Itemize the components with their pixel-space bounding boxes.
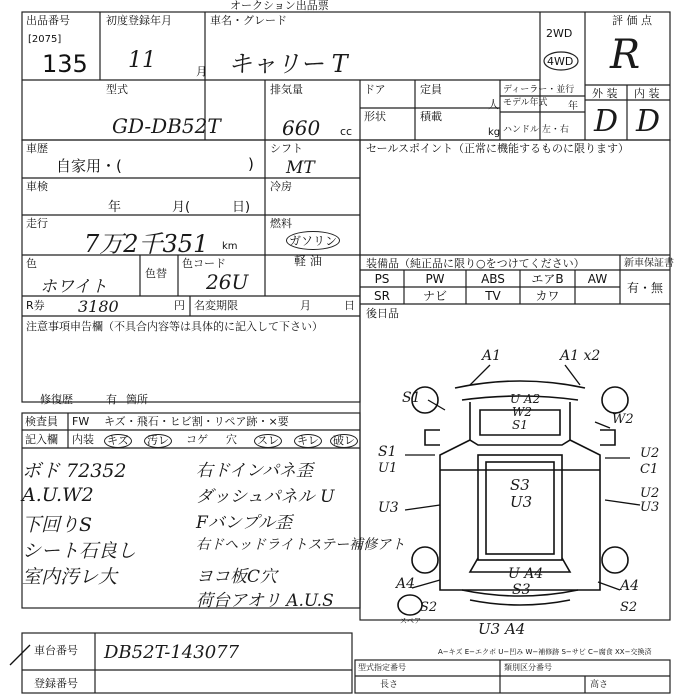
car-name: キャリー T (228, 50, 348, 78)
dmg-label-16: U3 (640, 500, 660, 515)
height-label: 高さ (590, 680, 609, 690)
first-reg-month-unit: 月 (196, 65, 207, 78)
entry-label: 記入欄 (25, 433, 58, 446)
color-label: 色 (26, 257, 37, 270)
load-label: 積載 (420, 110, 442, 123)
model-value: GD-DB52T (112, 114, 221, 138)
dmg-label-21: A4 (620, 578, 640, 594)
equip-tv: TV (485, 289, 501, 303)
damage-legend: A−キズ E−エクボ U−凹み W−補修跡 S−サビ C−腐食 XX−交換済 (438, 648, 652, 656)
left-note-5: 室内汚レ大 (22, 566, 118, 588)
drive-2wd: 2WD (546, 27, 573, 40)
sheet-creator-label: 型式指定番号 (358, 663, 406, 672)
mileage-value: 7万2千351 (84, 230, 209, 258)
right-note-4: 右ドヘッドライトステー補修アト (196, 537, 406, 553)
color-value: ホワイト (40, 277, 108, 297)
dmg-label-20: S2 (420, 600, 438, 615)
equip-abs: ABS (481, 272, 505, 286)
term-month: 月 (300, 299, 311, 312)
displacement-label: 排気量 (270, 83, 303, 96)
chassis-label: 車台番号 (34, 644, 78, 657)
dmg-label-13: U3 (510, 493, 533, 511)
dmg-label-1: A1 (482, 348, 502, 364)
score-label: 評 価 点 (612, 14, 652, 27)
entry-hole: 穴 (226, 433, 237, 446)
shift-label: シフト (270, 142, 303, 155)
type-value: 自家用・( (56, 157, 122, 175)
shaken-label: 車検 (26, 180, 48, 193)
reg-label: 登録番号 (34, 677, 78, 690)
back-label: 後日品 (366, 307, 399, 320)
drive-4wd: 4WD (547, 55, 574, 68)
entry-rub (254, 434, 282, 448)
model-year-unit: 年 (568, 101, 578, 112)
exterior-label: 外 装 (592, 87, 618, 100)
dmg-label-17: U A4 (508, 566, 544, 582)
dmg-label-22: S2 (620, 600, 638, 615)
dmg-label-12: S3 (510, 476, 530, 494)
entry-interior: 内装 (72, 433, 94, 446)
right-note-6: 荷台アオリ A.U.S (196, 591, 334, 611)
entry-cut-circle: キレ (294, 434, 322, 448)
fuel-label: 燃料 (270, 217, 292, 230)
dealer-label: ディーラー・並行 (503, 85, 575, 95)
color-code-label: 色コード (182, 257, 226, 270)
term-day: 日 (344, 299, 355, 312)
mileage-label: 走行 (26, 217, 48, 230)
door-label: ドア (364, 83, 386, 96)
dmg-label-18: S3 (512, 582, 531, 598)
shaken-day: 日) (232, 200, 251, 215)
lot-code: [2075] (28, 34, 62, 45)
dmg-label-10: U2 (640, 446, 660, 461)
right-note-3: Fバンプル歪 (196, 513, 293, 533)
fuel-gas-circle: ガソリン (286, 231, 340, 250)
right-note-5: ヨコ板C穴 (196, 567, 278, 587)
model-year-label: モデル年式 (503, 98, 548, 108)
inspector-label: 検査員 (25, 415, 58, 428)
model-label: 型式 (106, 83, 128, 96)
equip-pw: PW (425, 272, 445, 286)
warranty-value: 有・無 (626, 281, 663, 295)
lot-no: 135 (42, 50, 88, 78)
entry-torn-circle: 破レ (330, 434, 358, 448)
score-value: R (610, 32, 641, 78)
recycle-unit: 円 (174, 299, 185, 312)
shaken-month: 月( (172, 200, 191, 215)
recycle-value: 3180 (78, 297, 119, 316)
capacity-unit: 人 (488, 98, 499, 111)
equip-airbag: エアB (531, 272, 564, 286)
chassis-value: DB52T-143077 (104, 642, 240, 663)
interior-label: 内 装 (634, 87, 660, 100)
interior-value: D (636, 104, 661, 139)
length-label: 長さ (380, 680, 399, 690)
right-note-2: ダッシュパネル U (196, 487, 335, 507)
dmg-label-15: U2 (640, 486, 660, 501)
type-label: 車歴 (26, 142, 48, 155)
entry-stain-circle: 汚レ (144, 434, 172, 448)
dmg-label-2: A1 x2 (560, 348, 601, 364)
recycle-label: R券 (26, 299, 45, 312)
aircon-label: 冷房 (270, 180, 292, 193)
left-note-3: 下回りS (22, 514, 93, 536)
first-reg-year: 11 (128, 48, 156, 73)
dmg-label-23: U3 A4 (478, 620, 526, 638)
shift-value: MT (286, 158, 315, 178)
repair-label: 修復歴 (40, 393, 73, 406)
spare-label: スペア (400, 617, 421, 625)
color-code-value: 26U (206, 270, 249, 294)
dmg-label-14: U3 (378, 500, 399, 516)
defects-legend: キズ・飛石・ヒビ割・リペア跡・×要 (104, 415, 289, 428)
entry-rub-circle: スレ (254, 434, 282, 448)
left-note-1: ボド 72352 (22, 460, 127, 482)
dmg-label-19: A4 (396, 576, 416, 592)
dmg-label-4: U A2 (510, 392, 541, 406)
displacement-unit: cc (340, 125, 353, 138)
top-banner: オークション出品票 (230, 0, 329, 12)
car-name-label: 車名・グレード (210, 14, 287, 27)
dmg-label-7: W2 (612, 412, 634, 427)
dmg-label-5: W2 (512, 405, 532, 419)
left-note-2: A.U.W2 (22, 484, 94, 506)
equip-sr: SR (374, 289, 390, 303)
new-warranty-label: 新車保証書 (624, 258, 674, 269)
entry-torn (330, 434, 358, 448)
term-label: 名変期限 (194, 299, 238, 312)
entry-scratch-circle: キズ (104, 434, 132, 448)
left-note-4: シート石良し (22, 540, 137, 562)
capacity-label: 定員 (420, 83, 442, 96)
equipment-label: 装備品（純正品に限り○をつけてください） (366, 257, 585, 270)
entry-scratch (104, 434, 132, 448)
lot-no-label: 出品番号 (26, 14, 70, 27)
shape-label: 形状 (364, 110, 386, 123)
equip-leather: カワ (535, 289, 560, 303)
dmg-label-9: U1 (378, 461, 398, 476)
fuel-gas (286, 231, 340, 250)
entry-stain (144, 434, 172, 448)
exterior-value: D (594, 104, 619, 139)
displacement-value: 660 (282, 116, 321, 140)
right-note-1: 右ドインパネ歪 (196, 461, 313, 481)
entry-burn: コゲ (186, 433, 208, 446)
notes-label: 注意事項申告欄（不具合内容等は具体的に記入して下さい） (26, 320, 323, 333)
shaken-year: 年 (108, 200, 122, 215)
color-change-label: 色替 (145, 267, 167, 280)
load-unit: kg (488, 127, 501, 138)
type-close: ) (248, 155, 254, 173)
handle-label: ハンドル 左・右 (503, 125, 569, 135)
equip-aw: AW (587, 272, 608, 286)
repair-place: 箇所 (126, 393, 148, 406)
fuel-diesel: 軽 油 (294, 254, 322, 268)
sheet-class-label: 類別区分番号 (504, 663, 552, 672)
fw-label: FW (72, 415, 90, 428)
first-reg-label: 初度登録年月 (106, 14, 172, 27)
mileage-unit: km (222, 241, 238, 252)
dmg-label-8: S1 (378, 444, 397, 460)
repair-value: 有 (106, 393, 117, 406)
equip-ps: PS (374, 272, 390, 286)
sales-points-label: セールスポイント（正常に機能するものに限ります） (366, 142, 630, 155)
dmg-label-3: S1 (402, 390, 421, 406)
equip-navi: ナビ (422, 289, 447, 303)
dmg-label-11: C1 (640, 462, 659, 477)
dmg-label-6: S1 (512, 418, 528, 432)
entry-cut (294, 434, 322, 448)
